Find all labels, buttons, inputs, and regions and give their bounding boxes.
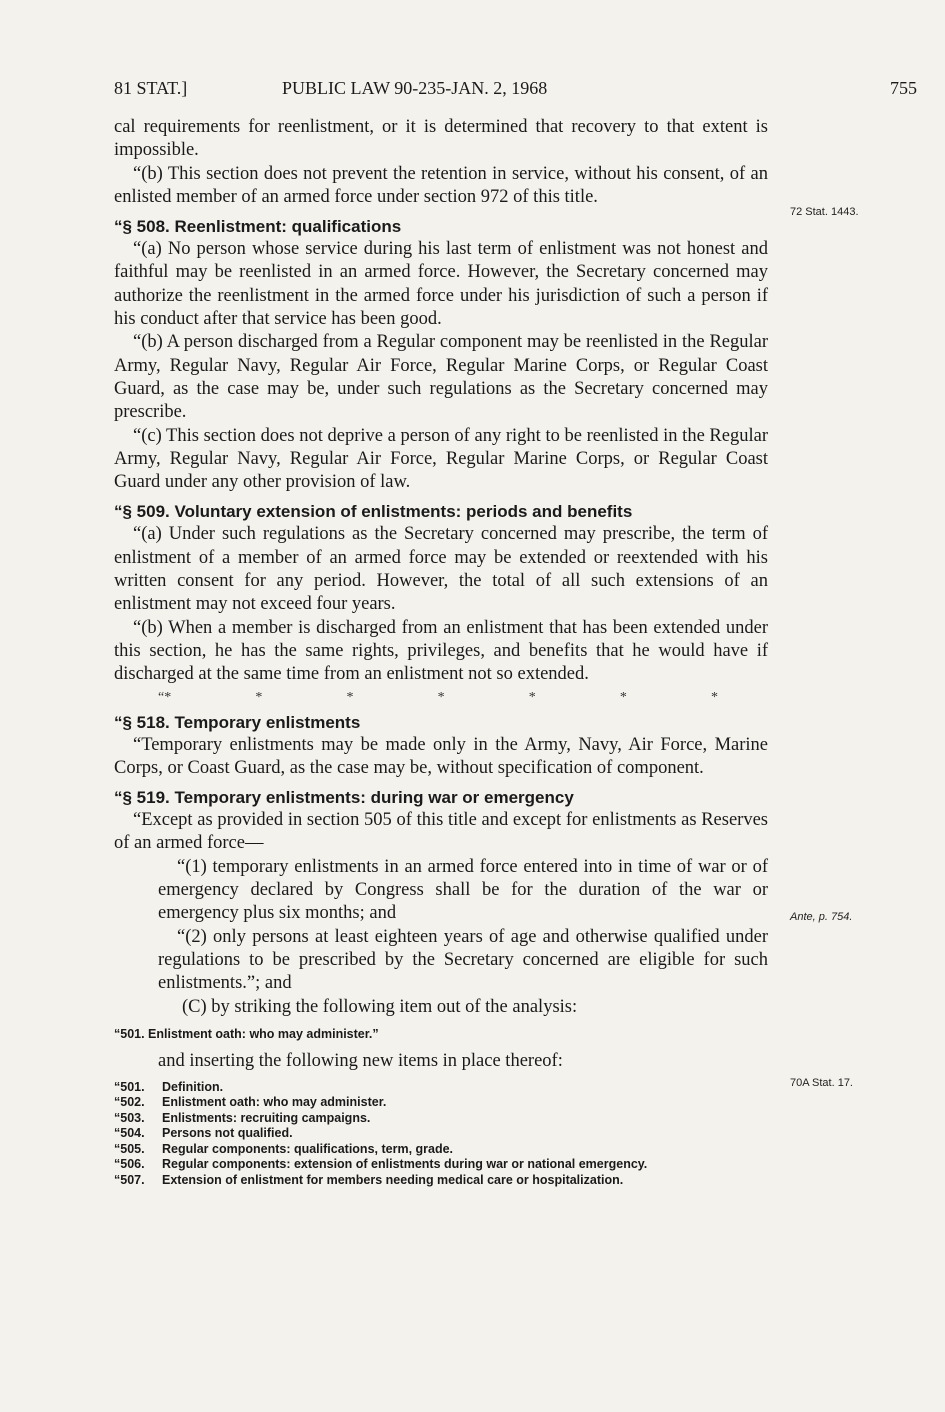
analysis-item-text: Persons not qualified. xyxy=(162,1126,293,1141)
margin-note-ante-754: Ante, p. 754. xyxy=(790,911,853,923)
analysis-item xyxy=(114,1095,768,1111)
star: * xyxy=(437,689,445,705)
section-519-text: “Except as provided in section 505 of this title and except for enlistments as Reserves of an armed force— xyxy=(114,810,768,854)
analysis-item-text: Extension of enlistment for members needing medical care or hospitalization. xyxy=(162,1172,624,1187)
analysis-item-text: Enlistment oath: who may administer. xyxy=(162,1095,387,1110)
omission-stars xyxy=(158,687,718,709)
section-509-a: “(a) Under such regulations as the Secretary concerned may prescribe, the term of enlistment of a member of an armed force may be extended or reextended with his written consent for any period. However, the total of all such extensions of an enlistment may not exceed four years. xyxy=(114,524,768,615)
analysis-item-text: Definition. xyxy=(162,1079,224,1094)
header-statute-ref: 81 STAT.] xyxy=(114,78,188,98)
analysis-item-number: “507. xyxy=(114,1172,145,1187)
inserting-instruction: and inserting the following new items in place thereof: xyxy=(158,1051,563,1072)
new-analysis-items xyxy=(114,1080,768,1189)
analysis-item xyxy=(114,1111,768,1127)
analysis-item-text: Regular components: extension of enlistments during war or national emergency. xyxy=(162,1157,648,1172)
analysis-item-number: “502. xyxy=(114,1095,145,1110)
analysis-item-number: “505. xyxy=(114,1141,145,1156)
section-508-b: “(b) A person discharged from a Regular component may be reenlisted in the Regular Army, Regular Navy, Regular Air Force, Regular Marine Corps, or Regular Coast Guard, as the case may be, under such regulations as the Secretary concerned may prescribe. xyxy=(114,332,768,423)
analysis-item-text: Regular components: qualifications, term, grade. xyxy=(162,1141,454,1156)
star: “* xyxy=(158,689,172,705)
paragraph-b-retention: “(b) This section does not prevent the retention in service, without his consent, of an enlisted member of an armed force under section 972 of this title. xyxy=(114,163,768,207)
margin-note-72-stat-1443: 72 Stat. 1443. xyxy=(790,206,859,218)
margin-note-70a-stat-17: 70A Stat. 17. xyxy=(790,1077,853,1089)
analysis-item xyxy=(114,1126,768,1142)
analysis-item-number: “503. xyxy=(114,1110,145,1125)
analysis-item xyxy=(114,1173,768,1189)
section-509-b: “(b) When a member is discharged from an enlistment that has been extended under this section, he has the same rights, privileges, and benefits that he would have if discharged at the same time from an enlistment not so extended. xyxy=(114,617,768,685)
section-519-clause-1: “(1) temporary enlistments in an armed force entered into in time of war or of emergency declared by Congress shall be for the duration of the war or emergency plus six months; and xyxy=(158,856,768,924)
page-header xyxy=(114,78,917,102)
analysis-item xyxy=(114,1157,768,1173)
section-508-heading: “§ 508. Reenlistment: qualifications xyxy=(114,217,402,237)
analysis-item xyxy=(114,1080,768,1096)
analysis-item-number: “506. xyxy=(114,1157,145,1172)
page-number: 755 xyxy=(890,78,917,98)
paragraph-continuation: cal requirements for reenlistment, or it is determined that recovery to that extent is impossible. xyxy=(114,117,768,161)
section-518-text: “Temporary enlistments may be made only in the Army, Navy, Air Force, Marine Corps, or Coast Guard, as the case may be, without specification of component. xyxy=(114,734,768,778)
section-509-heading: “§ 509. Voluntary extension of enlistments: periods and benefits xyxy=(114,502,633,522)
analysis-item-number: “501. xyxy=(114,1079,145,1094)
star: * xyxy=(619,689,627,705)
section-518-heading: “§ 518. Temporary enlistments xyxy=(114,712,361,732)
star: * xyxy=(528,689,536,705)
struck-analysis-item: “501. Enlistment oath: who may administer.” xyxy=(114,1026,379,1041)
main-text xyxy=(114,116,768,1188)
analysis-item-text: Enlistments: recruiting campaigns. xyxy=(162,1110,371,1125)
amendment-item-c: (C) by striking the following item out of the analysis: xyxy=(182,996,578,1017)
header-title: PUBLIC LAW 90-235-JAN. 2, 1968 xyxy=(282,78,548,98)
section-508-a: “(a) No person whose service during his last term of enlistment was not honest and faithful may be reenlisted in an armed force. However, the Secretary concerned may authorize the reenlistment in the armed force under his jurisdiction of such a person if his conduct after that service has been good. xyxy=(114,239,768,330)
star: * xyxy=(710,689,718,705)
star: * xyxy=(346,689,354,705)
section-519-clause-2: “(2) only persons at least eighteen years of age and otherwise qualified under regulations to be prescribed by the Secretary concerned are eligible for such enlistments.”; and xyxy=(158,926,768,994)
star: * xyxy=(255,689,263,705)
section-508-c: “(c) This section does not deprive a person of any right to be reenlisted in the Regular Army, Regular Navy, Regular Air Force, Regular Marine Corps, or Regular Coast Guard under any other provision of law. xyxy=(114,425,768,493)
analysis-item-number: “504. xyxy=(114,1126,145,1141)
section-519-heading: “§ 519. Temporary enlistments: during war or emergency xyxy=(114,788,574,808)
analysis-item xyxy=(114,1142,768,1158)
